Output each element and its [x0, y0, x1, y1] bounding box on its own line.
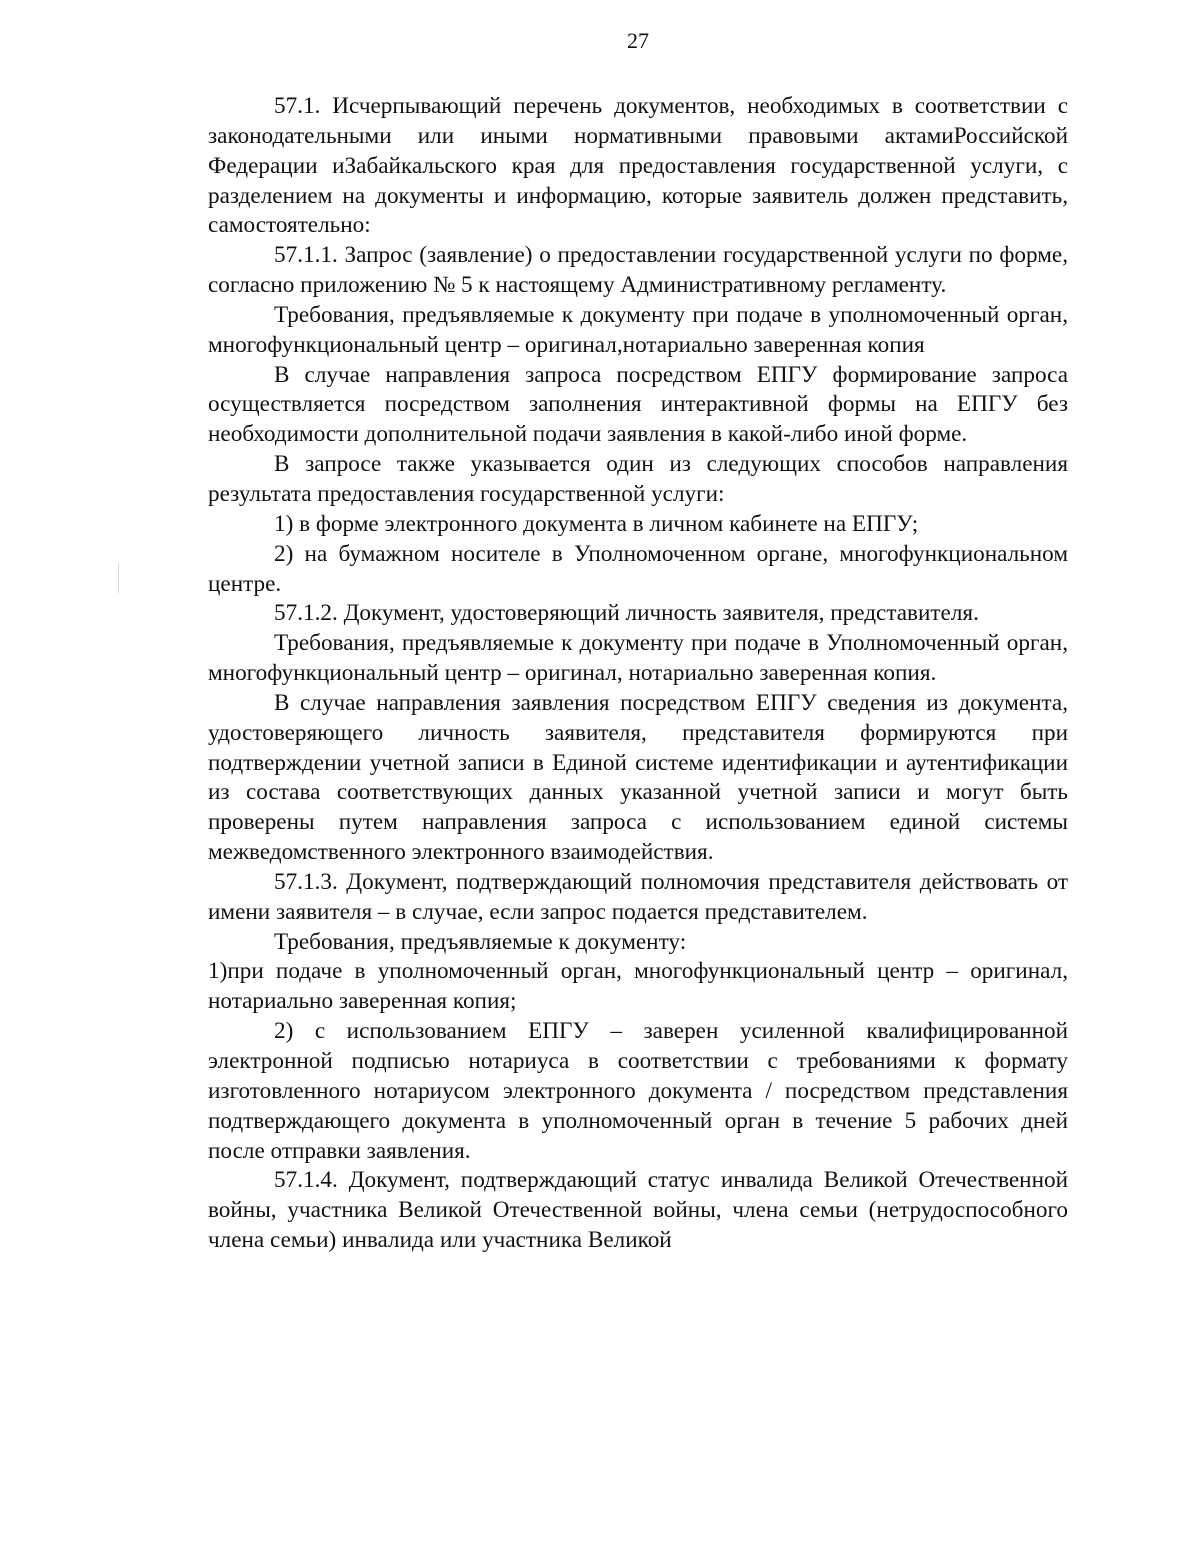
list-item-paper: 2) на бумажном носителе в Уполномоченном органе, многофункциональном центре.	[208, 540, 1068, 597]
paragraph-epgu-identity: В случае направления заявления посредством ЕПГУ сведения из документа, удостоверяющего личность заявителя, представителя формируются при подтверждении учетной записи в Единой системе идентификации и аутентификации из состава соответствующих данных указанной учетной записи и могут быть проверены путем направления запроса с использованием единой системы межведомственного электронного взаимодействия.	[208, 689, 1068, 866]
paragraph-57-1-3: 57.1.3. Документ, подтверждающий полномочия представителя действовать от имени заявителя – в случае, если запрос подается представителем.	[208, 868, 1068, 925]
list-item-electronic: 1) в форме электронного документа в личном кабинете на ЕПГУ;	[274, 510, 919, 537]
scan-margin-mark	[118, 563, 119, 593]
paragraph-57-1-4: 57.1.4. Документ, подтверждающий статус инвалида Великой Отечественной войны, участника Великой Отечественной войны, члена семьи (нетрудоспособного члена семьи) инвалида или участника Великой	[208, 1167, 1068, 1254]
list-item-epgu-submission: 2) с использованием ЕПГУ – заверен усиленной квалифицированной электронной подписью нотариуса в соответствии с требованиями к формату изготовленного нотариусом электронного документа / посредством представления подтверждающего документа в уполномоченный орган в течение 5 рабочих дней после отправки заявления.	[208, 1018, 1068, 1164]
paragraph-requirements-2: Требования, предъявляемые к документу при подаче в Уполномоченный орган, многофункциональный центр – оригинал, нотариально заверенная копия.	[208, 630, 1068, 687]
paragraph-57-1-2: 57.1.2. Документ, удостоверяющий личность заявителя, представителя.	[274, 600, 979, 627]
paragraph-requirements-3: Требования, предъявляемые к документу:	[274, 928, 687, 955]
paragraph-requirements-1: Требования, предъявляемые к документу при подаче в уполномоченный орган, многофункциональный центр – оригинал,нотариально заверенная копия	[208, 301, 1068, 358]
paragraph-result-methods: В запросе также указывается один из следующих способов направления результата предоставления государственной услуги:	[208, 451, 1068, 507]
paragraph-epgu-request: В случае направления запроса посредством ЕПГУ формирование запроса осуществляется посредством заполнения интерактивной формы на ЕПГУ без необходимости дополнительной подачи заявления в какой-либо иной форме.	[208, 361, 1068, 448]
paragraph-57-1-1: 57.1.1. Запрос (заявление) о предоставлении государственной услуги по форме, согласно приложению № 5 к настоящему Административному регламенту.	[208, 242, 1068, 299]
list-item-office-submission: 1)при подаче в уполномоченный орган, многофункциональный центр – оригинал, нотариально заверенная копия;	[208, 958, 1068, 1015]
document-body	[208, 92, 1068, 1256]
paragraph-57-1: 57.1. Исчерпывающий перечень документов, необходимых в соответствии с законодательными или иными нормативными правовыми актамиРоссийской Федерации иЗабайкальского края для предоставления государственной услуги, с разделением на документы и информацию, которые заявитель должен представить, самостоятельно:	[208, 93, 1068, 239]
page-number: 27	[627, 28, 649, 53]
